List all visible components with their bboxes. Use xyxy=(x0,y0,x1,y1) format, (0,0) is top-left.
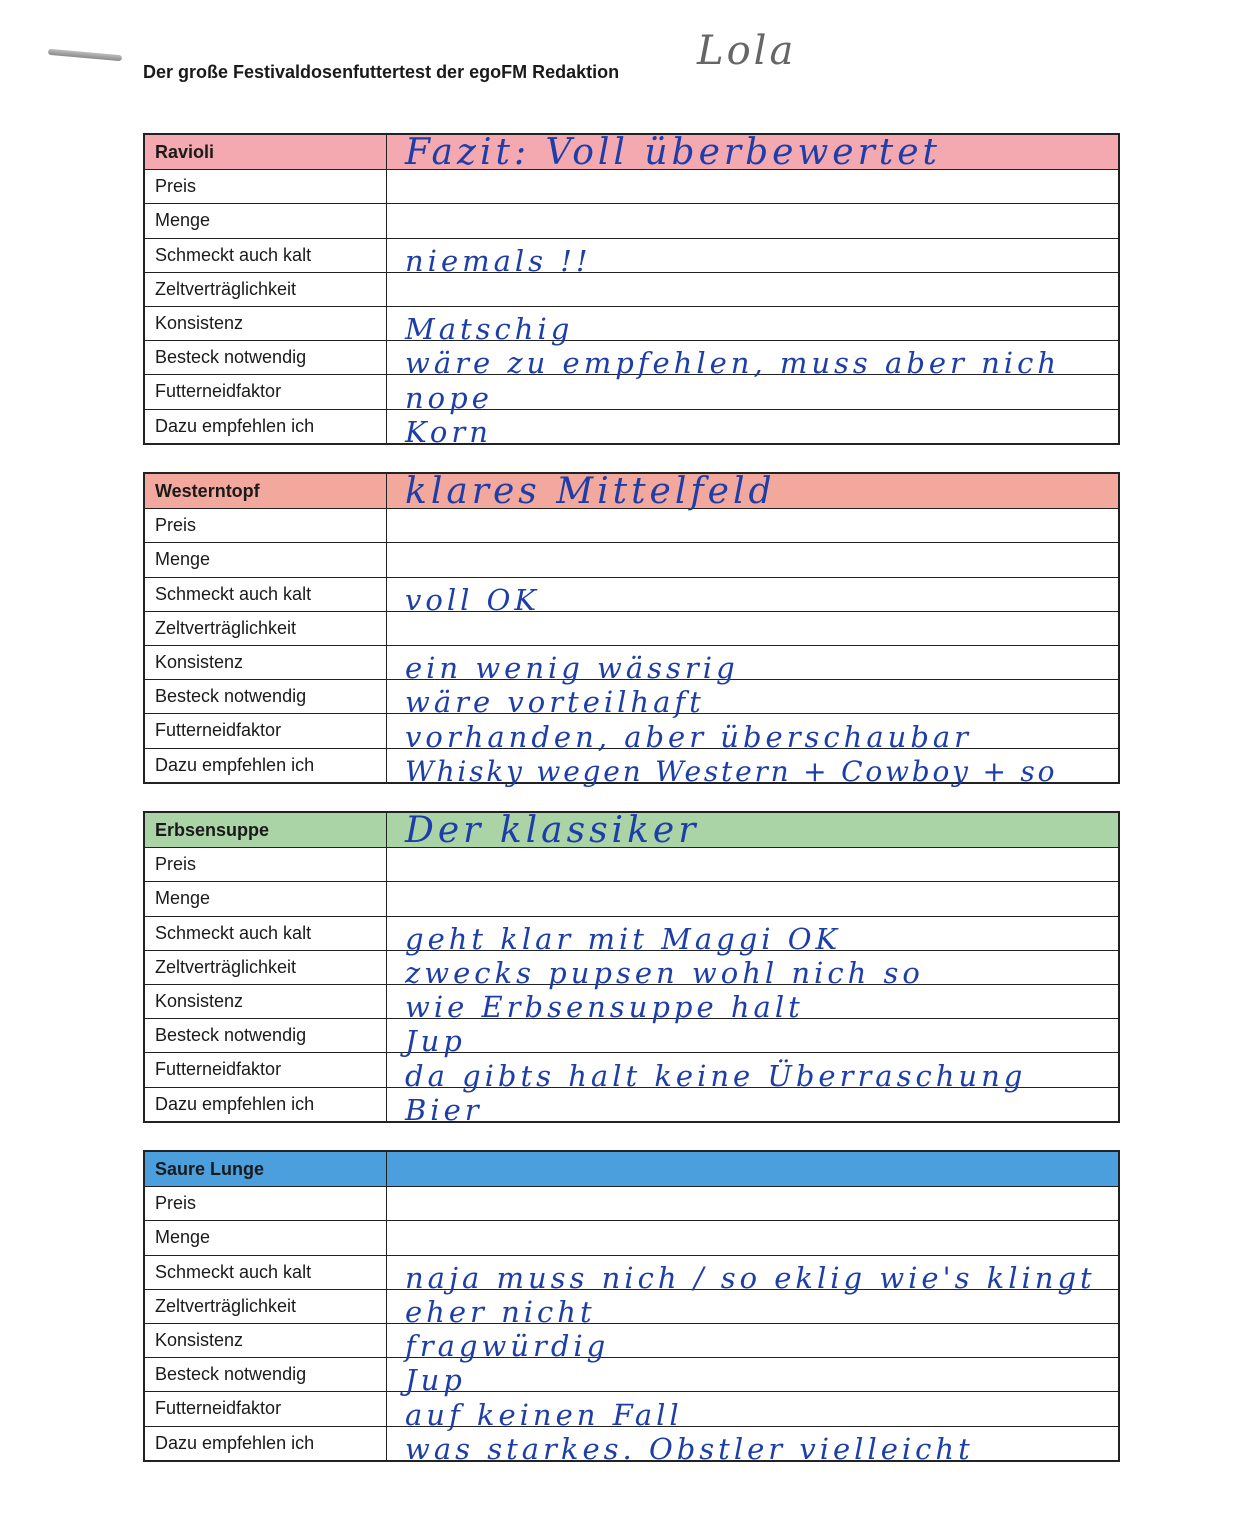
row-label: Zeltverträglichkeit xyxy=(145,612,387,645)
table-row xyxy=(145,916,1118,956)
table-header xyxy=(145,471,1118,513)
handwritten-answer: auf keinen Fall xyxy=(405,1397,683,1432)
table-row xyxy=(145,1186,1118,1220)
table-row xyxy=(145,409,1118,449)
handwritten-answer: voll OK xyxy=(405,582,541,617)
handwritten-answer: wäre vorteilhaft xyxy=(405,685,705,720)
row-label: Schmeckt auch kalt xyxy=(145,239,387,272)
table-row xyxy=(145,203,1118,237)
handwritten-answer: niemals !! xyxy=(405,243,592,278)
handwritten-answer: Whisky wegen Western + Cowboy + so xyxy=(405,754,1058,788)
row-label: Konsistenz xyxy=(145,985,387,1018)
table-row xyxy=(145,984,1118,1025)
row-label: Preis xyxy=(145,848,387,881)
table-row xyxy=(145,1289,1118,1329)
row-label: Konsistenz xyxy=(145,307,387,340)
row-label: Zeltverträglichkeit xyxy=(145,273,387,306)
row-label: Menge xyxy=(145,204,387,237)
table-row xyxy=(145,1357,1118,1398)
table-row xyxy=(145,340,1118,381)
row-label: Konsistenz xyxy=(145,646,387,679)
handwritten-answer: eher nicht xyxy=(405,1294,596,1329)
table-row xyxy=(145,679,1118,720)
section-title: Saure Lunge xyxy=(145,1152,387,1186)
handwritten-answer: wäre zu empfehlen, muss aber nich xyxy=(405,346,1061,381)
handwritten-answer: Matschig xyxy=(405,312,574,347)
row-label: Besteck notwendig xyxy=(145,1358,387,1391)
section-title: Ravioli xyxy=(145,135,387,169)
row-label: Konsistenz xyxy=(145,1324,387,1357)
row-label: Besteck notwendig xyxy=(145,680,387,713)
table-header xyxy=(145,810,1118,852)
table-row xyxy=(145,1391,1118,1432)
row-label: Schmeckt auch kalt xyxy=(145,917,387,950)
table-row xyxy=(145,950,1118,990)
page-title: Der große Festivaldosenfuttertest der egoFM Redaktion xyxy=(143,62,620,82)
verdict: Der klassiker xyxy=(405,810,700,852)
row-label: Dazu empfehlen ich xyxy=(145,749,387,782)
table-row xyxy=(145,272,1118,306)
handwritten-answer: da gibts halt keine Überraschung xyxy=(405,1058,1027,1093)
handwritten-answer: ein wenig wässrig xyxy=(405,651,739,686)
verdict: Fazit: Voll überbewertet xyxy=(405,132,942,174)
table-erbsensuppe xyxy=(143,810,1120,1127)
row-label: Zeltverträglichkeit xyxy=(145,951,387,984)
row-label: Futterneidfaktor xyxy=(145,1053,387,1086)
table-row xyxy=(145,306,1118,347)
table-header xyxy=(145,132,1118,174)
table-row xyxy=(145,748,1118,788)
table-row xyxy=(145,169,1118,203)
row-label: Dazu empfehlen ich xyxy=(145,410,387,443)
handwritten-answer: vorhanden, aber überschaubar xyxy=(405,719,973,754)
table-row xyxy=(145,374,1118,415)
table-row xyxy=(145,1220,1118,1254)
table-row xyxy=(145,611,1118,645)
handwritten-answer: was starkes. Obstler vielleicht xyxy=(405,1431,974,1466)
table-row xyxy=(145,645,1118,686)
section-title: Westerntopf xyxy=(145,474,387,508)
table-row xyxy=(145,1426,1118,1466)
row-label: Schmeckt auch kalt xyxy=(145,1256,387,1289)
table-row xyxy=(145,577,1118,617)
handwritten-answer: nope xyxy=(405,380,493,415)
table-row xyxy=(145,1323,1118,1364)
table-row xyxy=(145,238,1118,278)
row-label: Besteck notwendig xyxy=(145,1019,387,1052)
handwritten-answer: naja muss nich / so eklig wie's klingt xyxy=(405,1260,1096,1295)
table-row xyxy=(145,1255,1118,1295)
table-row xyxy=(145,881,1118,915)
row-label: Dazu empfehlen ich xyxy=(145,1427,387,1460)
table-row xyxy=(145,1052,1118,1093)
row-label: Besteck notwendig xyxy=(145,341,387,374)
table-row xyxy=(145,847,1118,881)
table-row xyxy=(145,713,1118,754)
handwritten-answer: geht klar mit Maggi OK xyxy=(405,921,842,956)
table-westerntopf xyxy=(143,471,1120,788)
handwritten-answer: Jup xyxy=(405,1024,466,1059)
row-label: Preis xyxy=(145,170,387,203)
handwritten-answer: zwecks pupsen wohl nich so xyxy=(405,955,924,990)
author-signature: Lola xyxy=(697,28,797,74)
row-label: Menge xyxy=(145,543,387,576)
row-label: Preis xyxy=(145,509,387,542)
row-label: Futterneidfaktor xyxy=(145,714,387,747)
row-label: Schmeckt auch kalt xyxy=(145,578,387,611)
verdict: klares Mittelfeld xyxy=(405,471,776,513)
table-row xyxy=(145,542,1118,576)
handwritten-answer: Bier xyxy=(405,1092,483,1127)
handwritten-answer: wie Erbsensuppe halt xyxy=(405,990,804,1025)
handwritten-answer: Korn xyxy=(405,414,492,449)
row-label: Dazu empfehlen ich xyxy=(145,1088,387,1121)
handwritten-answer: fragwürdig xyxy=(405,1329,610,1364)
row-label: Preis xyxy=(145,1187,387,1220)
table-row xyxy=(145,508,1118,542)
table-row xyxy=(145,1018,1118,1059)
table-ravioli xyxy=(143,132,1120,449)
row-label: Menge xyxy=(145,882,387,915)
row-label: Zeltverträglichkeit xyxy=(145,1290,387,1323)
handwritten-answer: Jup xyxy=(405,1363,466,1398)
staple xyxy=(48,49,122,61)
table-header xyxy=(145,1152,1118,1186)
table-saure-lunge xyxy=(143,1150,1120,1466)
section-title: Erbsensuppe xyxy=(145,813,387,847)
row-label: Menge xyxy=(145,1221,387,1254)
row-label: Futterneidfaktor xyxy=(145,375,387,408)
row-label: Futterneidfaktor xyxy=(145,1392,387,1425)
table-row xyxy=(145,1087,1118,1127)
